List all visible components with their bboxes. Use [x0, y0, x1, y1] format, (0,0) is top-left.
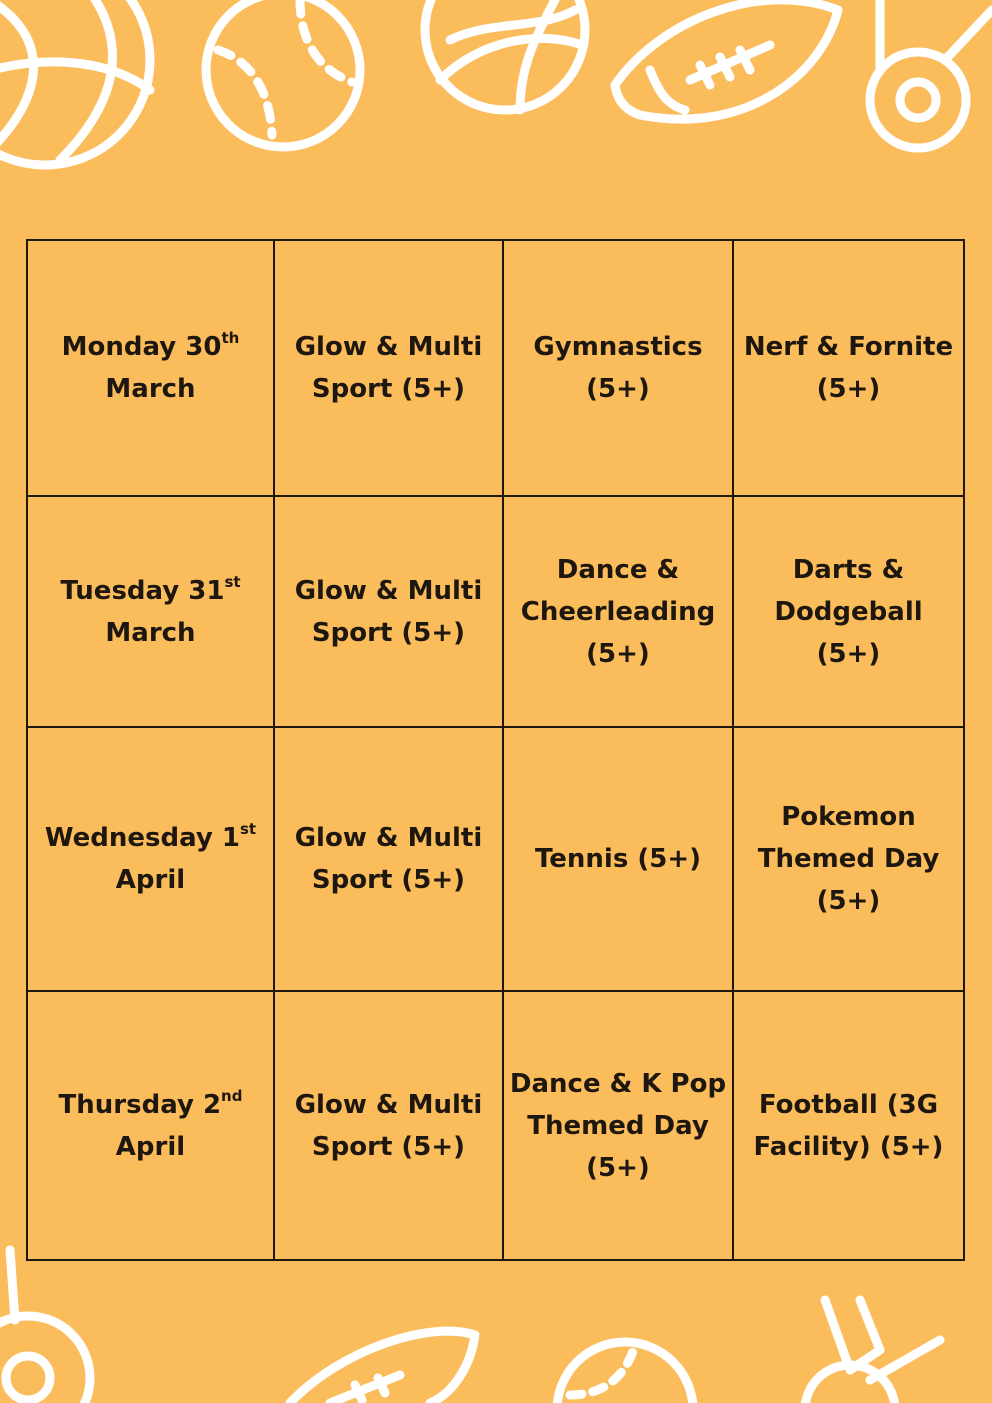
- day-month: April: [115, 865, 186, 895]
- american-football-icon: [290, 1331, 475, 1403]
- activity-cell: Pokemon Themed Day (5+): [733, 727, 964, 991]
- volleyball-icon: [425, 0, 585, 110]
- medal-icon: [870, 0, 992, 148]
- activity-cell: Glow & Multi Sport (5+): [274, 727, 503, 991]
- day-name: Wednesday 1st: [44, 820, 257, 853]
- table-row: [27, 496, 964, 727]
- activity-cell: Dance & Cheerleading (5+): [503, 496, 733, 727]
- day-cell: [27, 991, 274, 1260]
- activity-cell: Gymnastics (5+): [503, 240, 733, 496]
- medal-icon: [805, 1300, 940, 1403]
- table-row: [27, 727, 964, 991]
- schedule-table: [26, 239, 965, 1261]
- table-row: [27, 240, 964, 496]
- day-name: Thursday 2nd: [58, 1086, 243, 1120]
- activity-cell: Dance & K Pop Themed Day (5+): [503, 991, 733, 1260]
- table-row: [27, 991, 964, 1260]
- day-cell: [27, 496, 274, 727]
- medal-icon: [0, 1250, 90, 1403]
- day-month: March: [105, 617, 196, 648]
- activity-cell: Glow & Multi Sport (5+): [274, 991, 503, 1260]
- day-name: Monday 30th: [61, 329, 240, 362]
- activity-cell: Tennis (5+): [503, 727, 733, 991]
- activity-cell: Football (3G Facility) (5+): [733, 991, 964, 1260]
- activity-cell: Glow & Multi Sport (5+): [274, 240, 503, 496]
- day-month: March: [105, 374, 196, 404]
- activity-cell: Nerf & Fornite (5+): [733, 240, 964, 496]
- baseball-icon: [206, 0, 360, 147]
- day-month: April: [115, 1131, 186, 1162]
- baseball-icon: [557, 1342, 693, 1403]
- activity-cell: Darts & Dodgeball (5+): [733, 496, 964, 727]
- day-name: Tuesday 31st: [60, 572, 241, 606]
- basketball-icon: [0, 0, 150, 165]
- american-football-icon: [615, 0, 838, 119]
- day-cell: [27, 727, 274, 991]
- activity-cell: Glow & Multi Sport (5+): [274, 496, 503, 727]
- day-cell: [27, 240, 274, 496]
